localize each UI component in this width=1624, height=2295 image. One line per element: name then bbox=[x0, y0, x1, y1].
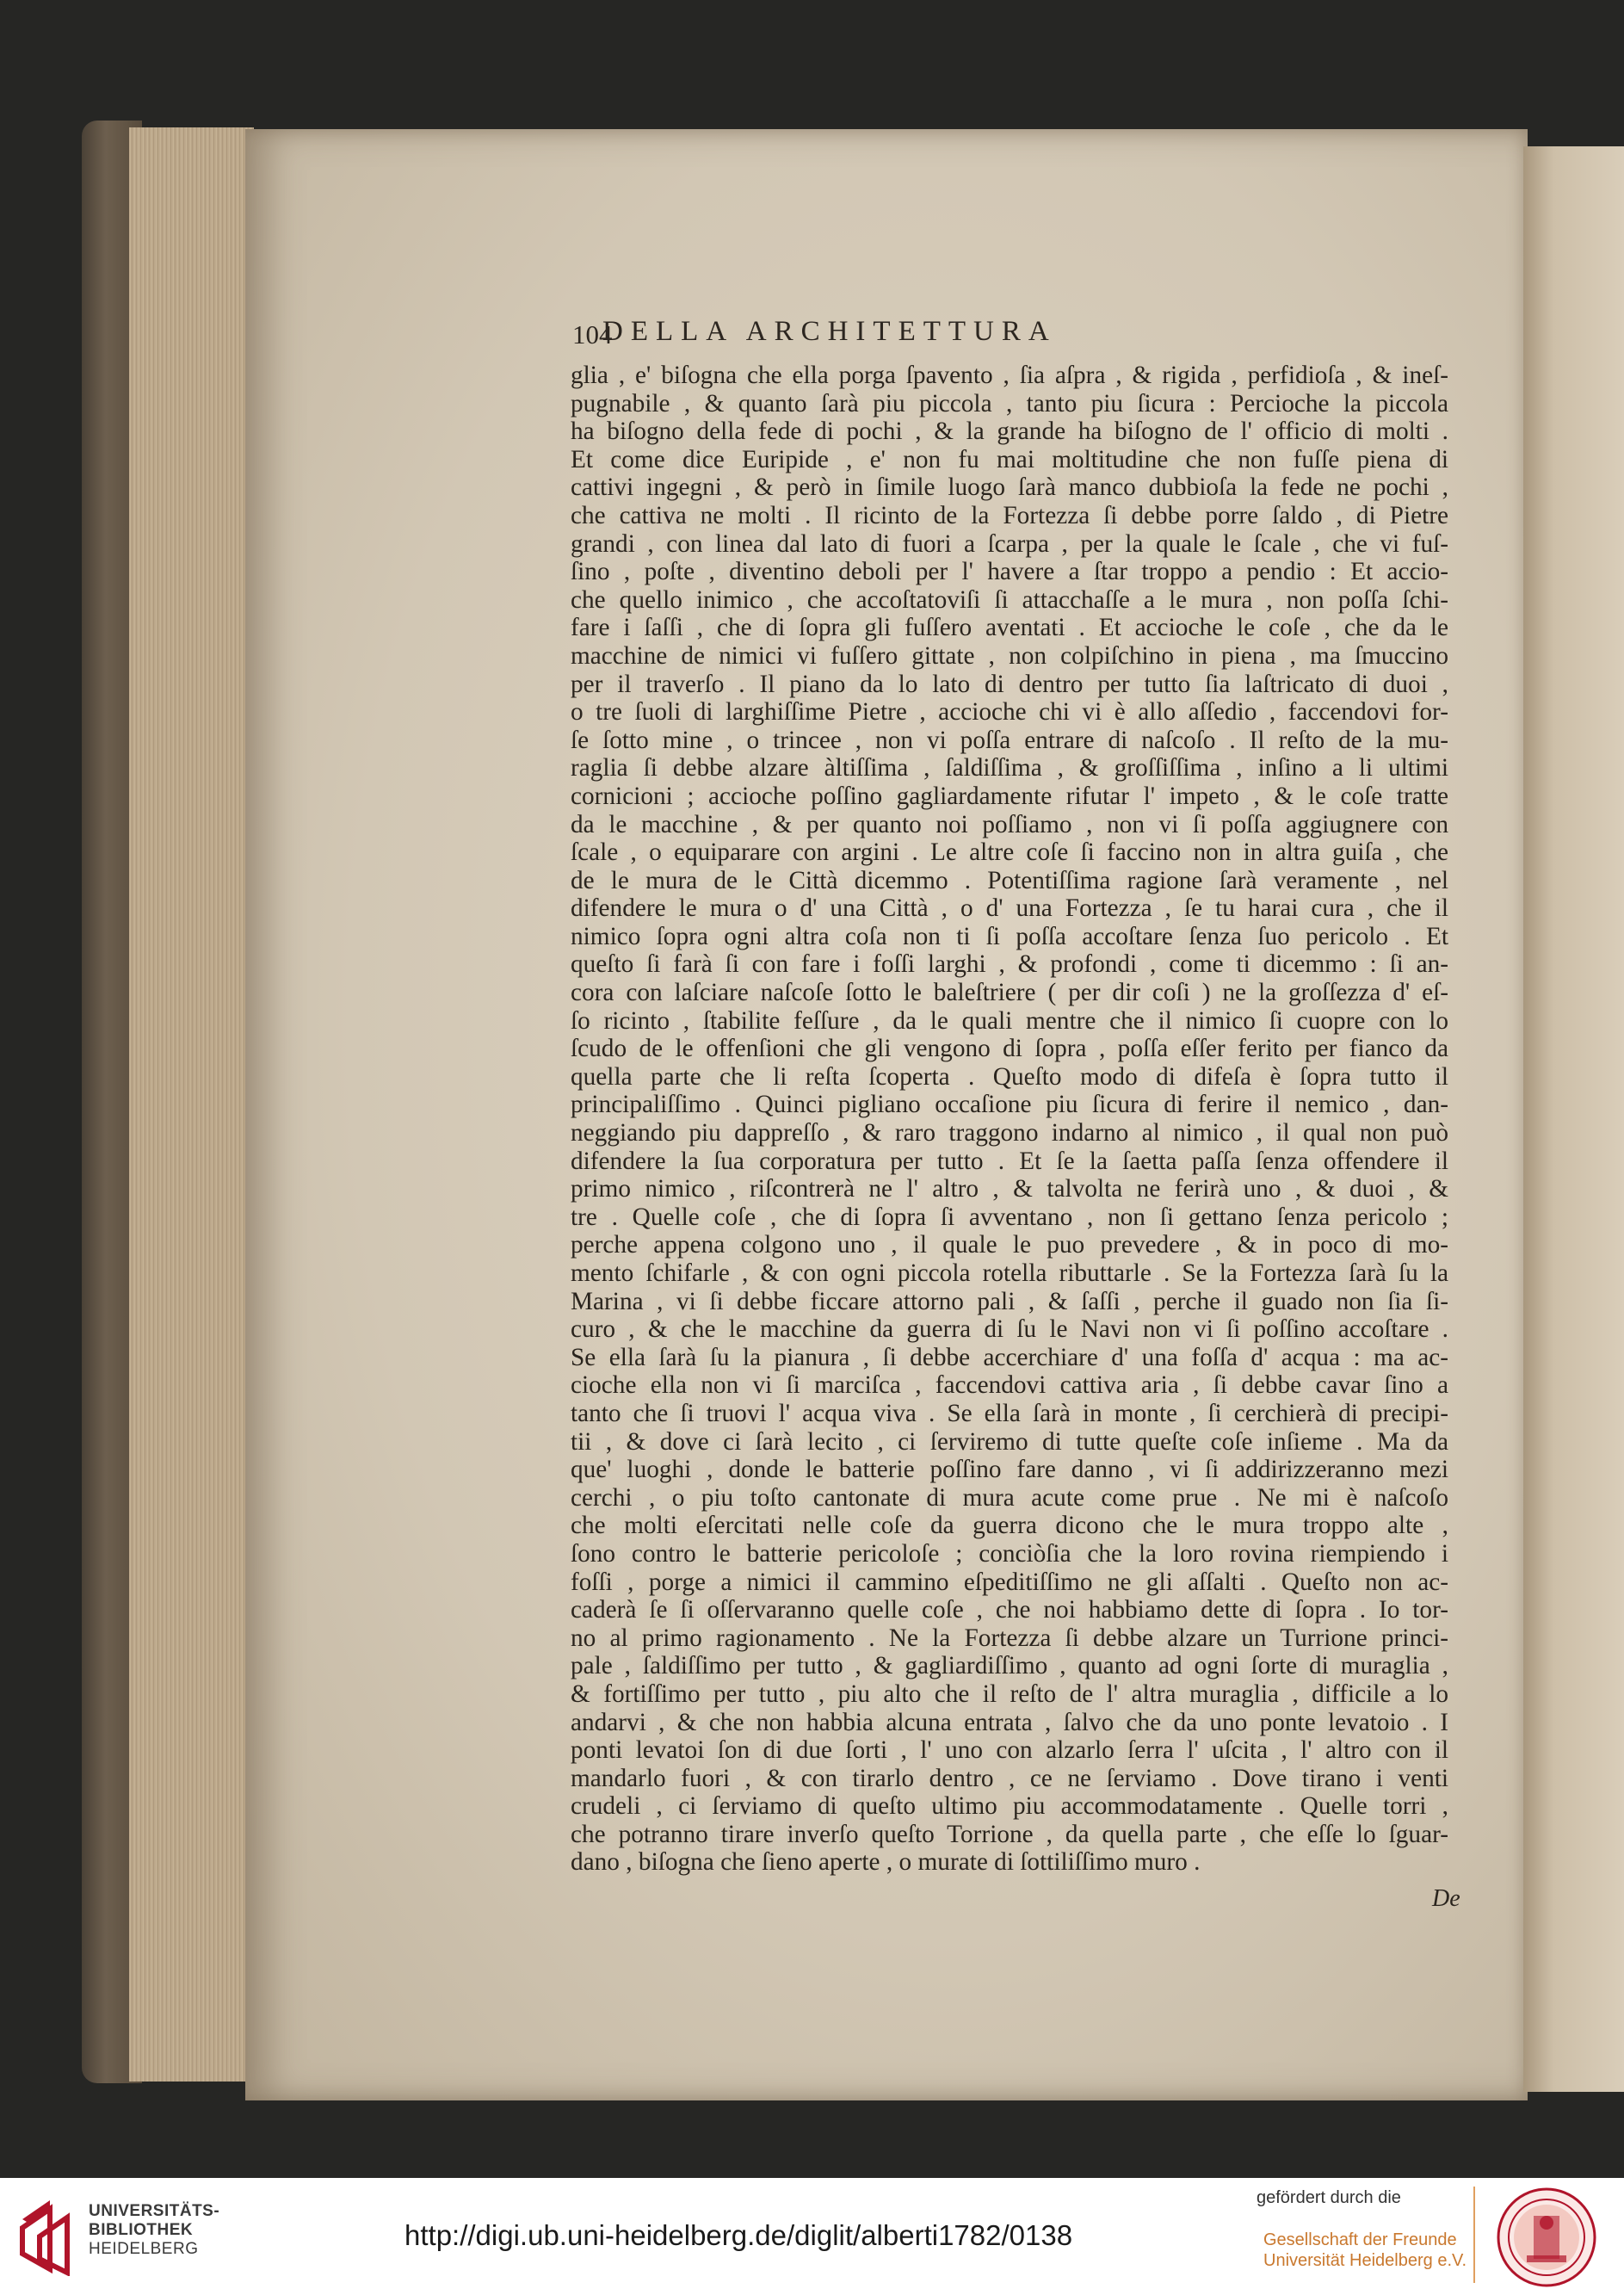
library-name bbox=[89, 2202, 219, 2259]
text-line: Et come dice Euripide , e' non fu mai moltitudine che non fuſſe piena di bbox=[571, 445, 1448, 473]
footer-divider bbox=[1473, 2187, 1475, 2283]
text-line: ſe ſotto mine , o trincee , non vi poſſa entrare di naſcoſo . Il reſto de la mu- bbox=[571, 726, 1448, 754]
text-line: mandarlo fuori , & con tirarlo dentro , ce ne ſerviamo . Dove tirano i venti bbox=[571, 1764, 1448, 1792]
text-line: tii , & dove ci ſarà lecito , ci ſerviremo di tutte queſte coſe inſieme . Ma da bbox=[571, 1427, 1448, 1456]
text-line: quella parte che li reſta ſcoperta . Queſto modo di difeſa è ſopra tutto il bbox=[571, 1062, 1448, 1091]
text-line: de le mura de le Città dicemmo . Potentiſſima ragione ſarà veramente , nel bbox=[571, 866, 1448, 894]
text-line: difendere le mura o d' una Città , o d' una Fortezza , ſe tu harai cura , che il bbox=[571, 894, 1448, 923]
text-line: difendere la ſua corporatura per tutto . Et ſe la ſaetta paſſa ſenza offendere il bbox=[571, 1147, 1448, 1175]
text-line: ſono contro le batterie pericoloſe ; conciòſia che la loro rovina riempiendo i bbox=[571, 1539, 1448, 1568]
viewer-footer bbox=[0, 2178, 1624, 2295]
text-line: macchine de nimici vi fuſſero gittate , non colpiſchino in piena , ma ſmuccino bbox=[571, 641, 1448, 670]
text-line: cioche ella non vi ſi marciſca , faccendovi cattiva aria , ſi debbe cavar ſino a bbox=[571, 1371, 1448, 1400]
permalink-url[interactable]: http://digi.ub.uni-heidelberg.de/diglit/alberti1782/0138 bbox=[404, 2219, 1073, 2251]
library-name-line2: BIBLIOTHEK bbox=[89, 2221, 194, 2239]
text-line: foſſi , porge a nimici il cammino eſpeditiſſimo ne gli aſſalti . Queſto non ac- bbox=[571, 1568, 1448, 1596]
page-body-text bbox=[571, 362, 1448, 1877]
text-line: nimico ſopra ogni altra coſa non ti ſi poſſa accoſtare ſenza ſuo pericolo . Et bbox=[571, 922, 1448, 950]
text-line: ſo ricinto , ſtabilite feſſure , da le quali mentre che il nimico ſi cuopre con lo bbox=[571, 1006, 1448, 1035]
text-line: raglia ſi debbe alzare àltiſſima , ſaldiſſima , & groſſiſſima , inſino a li ultimi bbox=[571, 754, 1448, 783]
text-line: curo , & che le macchine da guerra di ſu le Navi non vi ſi poſſino accoſtare . bbox=[571, 1315, 1448, 1344]
funder-name-line1: Gesellschaft der Freunde bbox=[1263, 2230, 1457, 2249]
text-line: grandi , con linea dal lato di fuori a ſcarpa , per la quale le ſcale , che vi fuſ- bbox=[571, 529, 1448, 558]
text-line: tre . Quelle coſe , che di ſopra ſi avventano , non ſi gettano ſenza pericolo ; bbox=[571, 1203, 1448, 1231]
text-line: fare i ſaſſi , che di ſopra gli fuſſero aventati . Et accioche le coſe , che da le bbox=[571, 614, 1448, 642]
page-number: 104 bbox=[572, 319, 613, 350]
text-line: ſcale , o equiparare con argini . Le altre coſe ſi faccino non in altra guiſa , che bbox=[571, 838, 1448, 867]
text-line: & fortiſſimo per tutto , piu alto che il reſto de l' altra muraglia , difficile a lo bbox=[571, 1679, 1448, 1708]
university-library-logo-icon[interactable] bbox=[15, 2193, 83, 2276]
text-line: mento ſchifarle , & con ogni piccola rotella ributtarle . Se la Fortezza ſarà ſu la bbox=[571, 1259, 1448, 1287]
library-name-line3: HEIDELBERG bbox=[89, 2240, 199, 2258]
text-line: dano , biſogna che ſieno aperte , o murate di ſottiliſſimo muro . bbox=[571, 1848, 1201, 1877]
text-line: primo nimico , riſcontrerà ne l' altro , & talvolta ne ferirà uno , & duoi , & bbox=[571, 1175, 1448, 1203]
text-line: pale , ſaldiſſimo per tutto , & gagliardiſſimo , quanto ad ogni ſorte di muraglia , bbox=[571, 1652, 1448, 1680]
text-line: neggiando piu dappreſſo , & raro traggono indarno al nimico , il qual non può bbox=[571, 1119, 1448, 1148]
funder-name-line2: Universität Heidelberg e.V. bbox=[1263, 2251, 1467, 2270]
text-line: pugnabile , & quanto ſarà piu piccola , tanto piu ſicura : Percioche la piccola bbox=[571, 389, 1448, 418]
text-line: per il traverſo . Il piano da lo lato di dentro per tutto ſia laſtricato di duoi , bbox=[571, 670, 1448, 698]
text-line: cornicioni ; accioche poſſino gagliardamente rifutar l' impeto , & le coſe tratte bbox=[571, 782, 1448, 810]
page-edges bbox=[129, 127, 254, 2082]
text-line: crudeli , ci ſerviamo di queſto ultimo piu accommodatamente . Quelle torri , bbox=[571, 1792, 1448, 1821]
text-line: ha biſogno della fede di pochi , & la grande ha biſogno de l' officio di molti . bbox=[571, 418, 1448, 446]
university-seal-icon bbox=[1496, 2187, 1597, 2288]
funded-by-label: gefördert durch die bbox=[1257, 2188, 1401, 2207]
text-line: no al primo ragionamento . Ne la Fortezza ſi debbe alzare un Turrione princi- bbox=[571, 1624, 1448, 1652]
text-line: glia , e' biſogna che ella porga ſpavento , ſia aſpra , & rigida , perfidioſa , & ineſ- bbox=[571, 362, 1448, 389]
text-line: Marina , vi ſi debbe ficcare attorno pali , & ſaſſi , perche il guado non ſia ſi- bbox=[571, 1287, 1448, 1315]
text-line: ponti levatoi ſon di due ſorti , l' uno con alzarlo ſerra l' uſcita , l' altro con il bbox=[571, 1736, 1448, 1765]
text-line: andarvi , & che non habbia alcuna entrata , ſalvo che da uno ponte levatoio . I bbox=[571, 1708, 1448, 1736]
text-line: cerchi , o piu toſto cantonate di mura acute come prue . Ne mi è naſcoſo bbox=[571, 1483, 1448, 1512]
catchword: De bbox=[1432, 1885, 1460, 1913]
running-head: DELLA ARCHITETTURA bbox=[602, 316, 1057, 347]
text-line: que' luoghi , donde le batterie poſſino fare danno , vi ſi addirizzeranno mezi bbox=[571, 1456, 1448, 1484]
facing-page-edge bbox=[1523, 146, 1624, 2092]
text-line: Se ella ſarà ſu la pianura , ſi debbe accerchiare d' una foſſa d' acqua : ma ac- bbox=[571, 1343, 1448, 1371]
text-line: che quello inimico , che accoſtatoviſi ſi attacchaſſe a le mura , non poſſa ſchi- bbox=[571, 585, 1448, 614]
text-line: queſto ſi farà ſi con fare i foſſi larghi , & profondi , come ti dicemmo : ſi an- bbox=[571, 950, 1448, 979]
text-line: principaliſſimo . Quinci pigliano occaſione piu ſicura di ferire il nemico , dan- bbox=[571, 1091, 1448, 1119]
text-line: perche appena colgono uno , il quale le puo prevedere , & in poco di mo- bbox=[571, 1231, 1448, 1259]
text-line: o tre ſuoli di larghiſſime Pietre , accioche chi vi è allo aſſedio , faccendovi for- bbox=[571, 698, 1448, 727]
text-line: tanto che ſi truovi l' acqua viva . Se ella ſarà in monte , ſi cerchierà di precipi- bbox=[571, 1399, 1448, 1427]
text-line: che cattiva ne molti . Il ricinto de la Fortezza ſi debbe porre ſaldo , di Pietre bbox=[571, 501, 1448, 529]
text-line: caderà ſe ſi oſſervaranno quelle coſe , che noi habbiamo dette di ſopra . Io tor- bbox=[571, 1596, 1448, 1624]
text-line: da le macchine , & per quanto noi poſſiamo , non vi ſi poſſa aggiugnere con bbox=[571, 810, 1448, 838]
funder-name[interactable] bbox=[1263, 2230, 1467, 2271]
text-line: che potranno tirare inverſo queſto Torrione , da quella parte , che eſſe lo ſguar- bbox=[571, 1820, 1448, 1848]
text-line: cattivi ingegni , & però in ſimile luogo ſarà manco dubbioſa la fede ne pochi , bbox=[571, 473, 1448, 502]
text-line: che molti eſercitati nelle coſe da guerra dicono che le mura troppo alte , bbox=[571, 1512, 1448, 1540]
text-line: cora con laſciare naſcoſe ſotto le baleſtriere ( per dir coſi ) ne la groſſezza d' eſ- bbox=[571, 979, 1448, 1007]
library-name-line1: UNIVERSITÄTS- bbox=[89, 2202, 220, 2220]
text-line: ſcudo de le offenſioni che gli vengono di ſopra , poſſa eſſer ferito per fianco da bbox=[571, 1035, 1448, 1063]
text-line: ſino , poſte , diventino deboli per l' havere a ſtar troppo a pendio : Et accio- bbox=[571, 558, 1448, 586]
